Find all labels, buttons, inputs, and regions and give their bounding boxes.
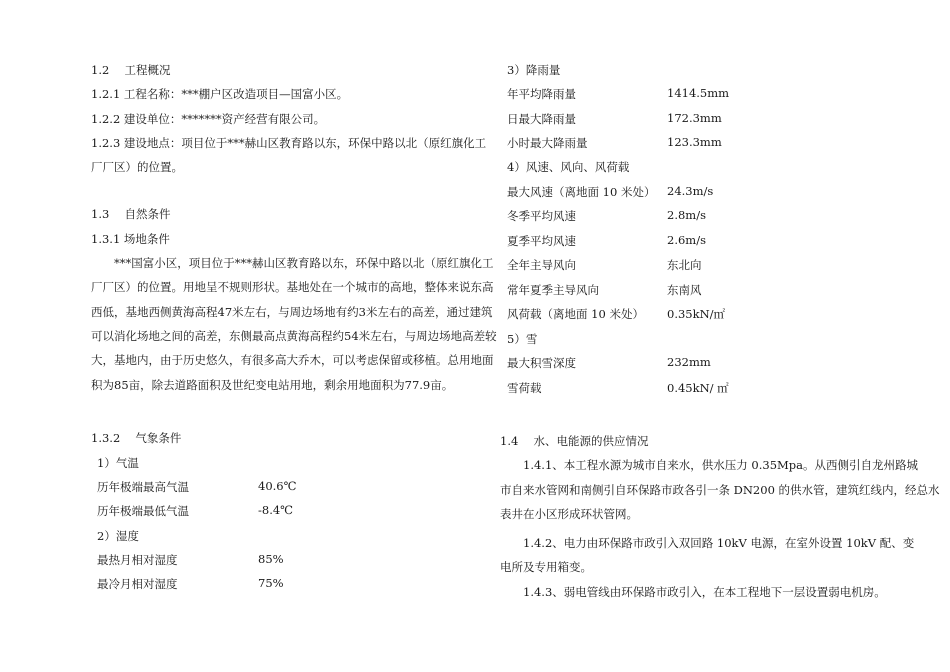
snow-row-label: 雪荷载 (507, 381, 542, 395)
water-supply-line: 1.4.1、本工程水源为城市自来水，供水压力 0.35Mpa。从西侧引自龙州路城 (500, 458, 919, 472)
humidity-row-label: 最冷月相对湿度 (97, 577, 178, 591)
snow-row-value: 0.45kN/ ㎡ (667, 381, 729, 395)
rain-row-value: 1414.5mm (667, 86, 730, 100)
temp-row-label: 历年极端最低气温 (97, 504, 189, 518)
section-1-2-heading: 1.2 工程概况 (91, 63, 171, 77)
wind-row-label: 最大风速（离地面 10 米处） (507, 185, 656, 199)
rain-row-value: 123.3mm (667, 135, 722, 149)
snow-heading: 5）雪 (507, 332, 538, 346)
site-paragraph-line: 积为85亩，除去道路面积及世纪变电站用地，剩余用地面积为77.9亩。 (91, 378, 454, 392)
weak-current-line: 1.4.3、弱电管线由环保路市政引入，在本工程地下一层设置弱电机房。 (500, 585, 886, 599)
snow-row-value: 232mm (667, 355, 711, 369)
power-supply-line: 1.4.2、电力由环保路市政引入双回路 10kV 电源，在室外设置 10kV 配、变 (500, 536, 915, 550)
humidity-row-label: 最热月相对湿度 (97, 553, 178, 567)
site-paragraph-line: 大，基地内，由于历史悠久，有很多高大乔木，可以考虑保留或移植。总用地面 (91, 353, 494, 367)
water-supply-line: 市自来水管网和南侧引自环保路市政各引一条 DN200 的供水管，建筑红线内，经总水 (500, 483, 940, 497)
project-name-line: 1.2.1 工程名称：***棚户区改造项目—国富小区。 (91, 87, 349, 101)
wind-row-label: 风荷载（离地面 10 米处） (507, 307, 644, 321)
water-supply-line: 表井在小区形成环状管网。 (500, 507, 638, 521)
site-paragraph-line: ***国富小区，项目位于***赫山区教育路以东，环保中路以北（原红旗化工 (91, 256, 494, 270)
section-1-4-heading: 1.4 水、电能源的供应情况 (500, 434, 649, 448)
power-supply-line: 电所及专用箱变。 (500, 560, 592, 574)
wind-row-value: 2.6m/s (667, 233, 706, 247)
humidity-row-value: 85% (258, 552, 284, 566)
humidity-row-value: 75% (258, 576, 284, 590)
wind-row-value: 24.3m/s (667, 184, 714, 198)
wind-row-value: 2.8m/s (667, 208, 706, 222)
snow-row-label: 最大积雪深度 (507, 356, 576, 370)
rain-row-label: 年平均降雨量 (507, 87, 576, 101)
rain-row-label: 小时最大降雨量 (507, 136, 588, 150)
section-1-3-heading: 1.3 自然条件 (91, 207, 171, 221)
temp-row-value: -8.4℃ (258, 503, 294, 517)
construction-unit-line: 1.2.2 建设单位：*******资产经营有限公司。 (91, 112, 326, 126)
wind-row-value: 东北向 (667, 258, 702, 272)
wind-row-value: 东南风 (667, 283, 702, 297)
section-1-3-2-heading: 1.3.2 气象条件 (91, 431, 182, 445)
wind-row-label: 夏季平均风速 (507, 234, 576, 248)
wind-heading: 4）风速、风向、风荷载 (507, 160, 630, 174)
wind-row-label: 常年夏季主导风向 (507, 283, 599, 297)
construction-site-line-1: 1.2.3 建设地点：项目位于***赫山区教育路以东，环保中路以北（原红旗化工 (91, 136, 487, 150)
section-1-3-1-heading: 1.3.1 场地条件 (91, 232, 170, 246)
rain-row-value: 172.3mm (667, 111, 722, 125)
temperature-heading: 1）气温 (97, 456, 139, 470)
wind-row-label: 冬季平均风速 (507, 209, 576, 223)
humidity-heading: 2）湿度 (97, 529, 139, 543)
site-paragraph-line: 厂厂区）的位置。用地呈不规则形状。基地处在一个城市的高地，整体来说东高 (91, 280, 494, 294)
temp-row-value: 40.6℃ (258, 479, 297, 493)
wind-row-label: 全年主导风向 (507, 258, 576, 272)
wind-row-value: 0.35kN/㎡ (667, 307, 726, 321)
rainfall-heading: 3）降雨量 (507, 63, 561, 77)
construction-site-line-2: 厂厂区）的位置。 (91, 160, 183, 174)
site-paragraph-line: 可以消化场地之间的高差，东侧最高点黄海高程约54米左右，与周边场地高差较 (91, 329, 497, 343)
temp-row-label: 历年极端最高气温 (97, 480, 189, 494)
rain-row-label: 日最大降雨量 (507, 112, 576, 126)
site-paragraph-line: 西低，基地西侧黄海高程47米左右，与周边场地有约3米左右的高差，通过建筑 (91, 305, 493, 319)
